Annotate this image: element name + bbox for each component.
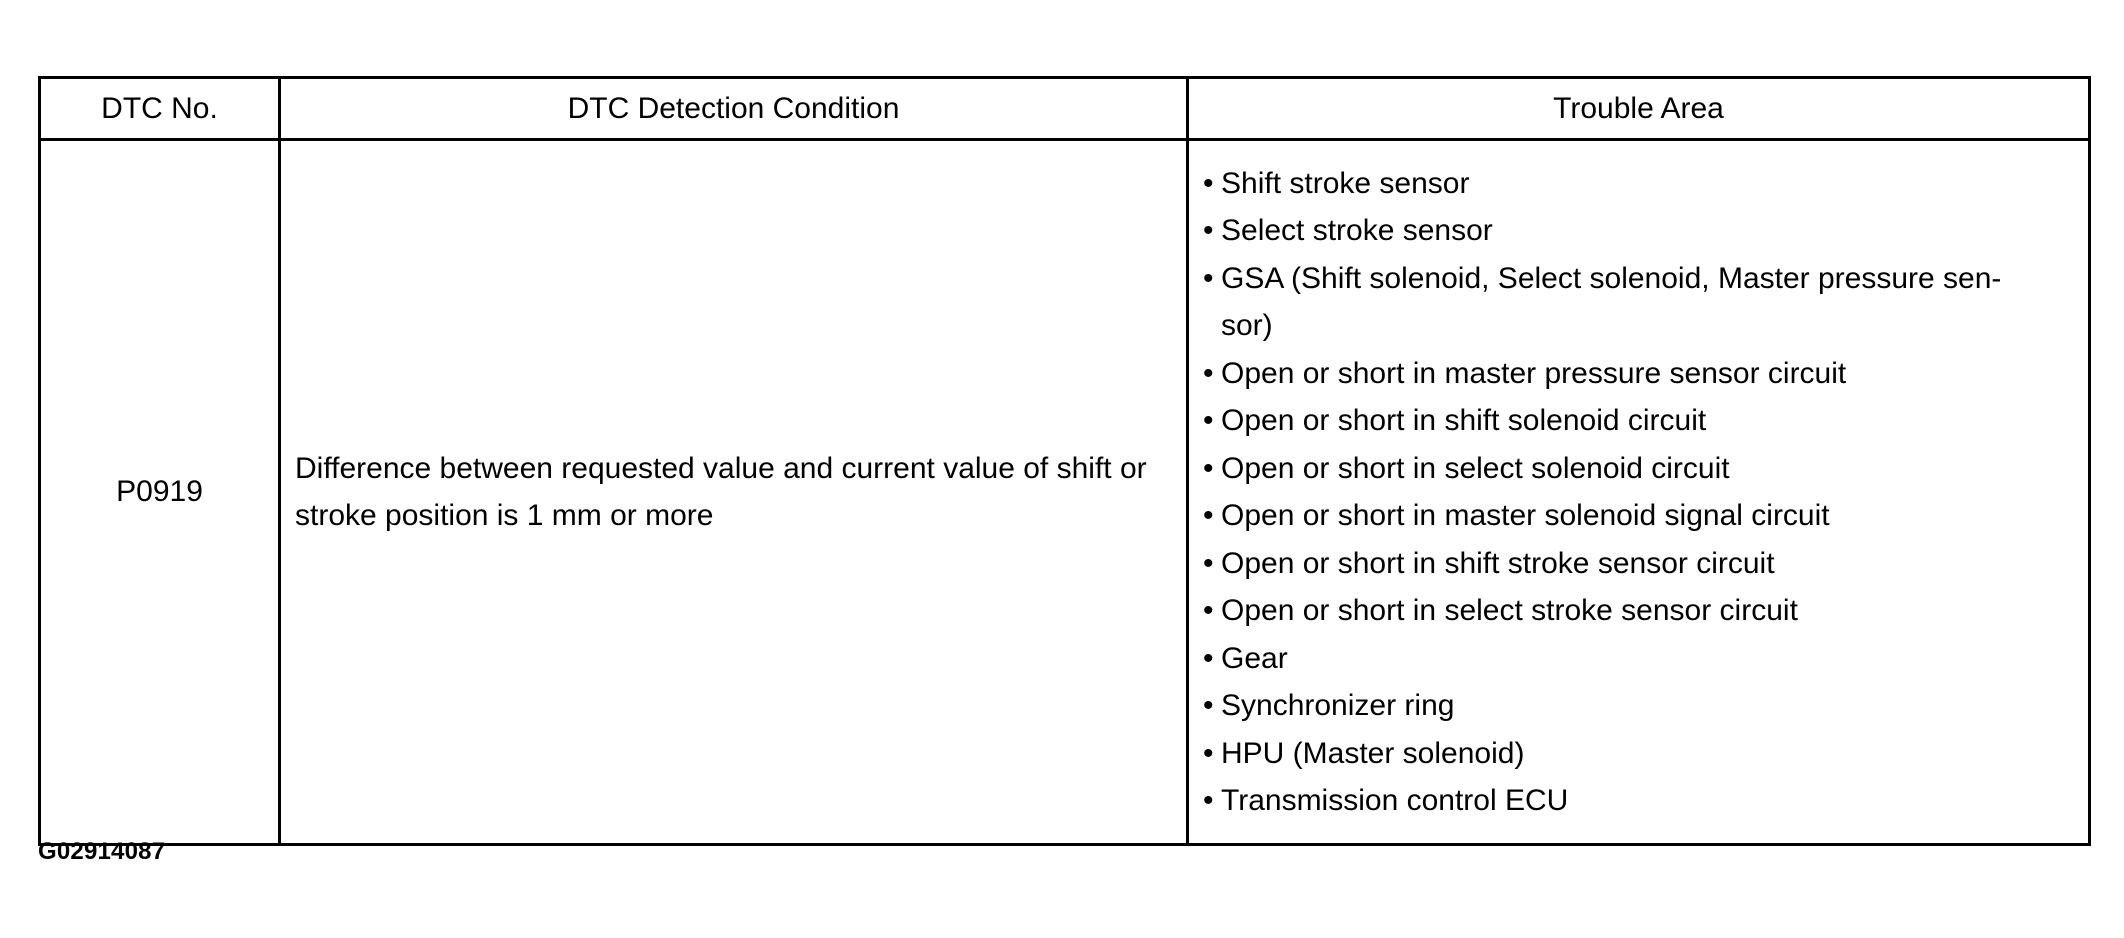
table-row <box>40 140 2090 845</box>
list-item: • Gear <box>1203 635 2052 683</box>
list-item: • Open or short in shift solenoid circuit <box>1203 397 2052 445</box>
list-item: • Open or short in master pressure sensor circuit <box>1203 350 2052 398</box>
list-item: • Open or short in select stroke sensor circuit <box>1203 587 2052 635</box>
header-dtc-no: DTC No. <box>40 78 280 140</box>
list-item: • Open or short in master solenoid signal circuit <box>1203 492 2052 540</box>
list-item: • Synchronizer ring <box>1203 682 2052 730</box>
list-item: • HPU (Master solenoid) <box>1203 730 2052 778</box>
list-item: • Select stroke sensor <box>1203 207 2052 255</box>
detection-condition-cell: Difference between requested value and current value of shift or stroke position is 1 mm or more <box>280 140 1188 845</box>
header-detection-condition: DTC Detection Condition <box>280 78 1188 140</box>
list-item: • Open or short in select solenoid circuit <box>1203 445 2052 493</box>
dtc-table <box>38 76 2091 846</box>
header-row <box>40 78 2090 140</box>
header-trouble-area: Trouble Area <box>1188 78 2090 140</box>
list-item: • Open or short in shift stroke sensor circuit <box>1203 540 2052 588</box>
figure-code: G02914087 <box>38 838 166 865</box>
list-item: • Shift stroke sensor <box>1203 160 2052 208</box>
trouble-area-list <box>1203 160 2052 825</box>
list-item: • GSA (Shift solenoid, Select solenoid, Master pressure sen-sor) <box>1203 255 2052 350</box>
trouble-area-cell <box>1188 140 2090 845</box>
list-item: • Transmission control ECU <box>1203 777 2052 825</box>
dtc-number-cell: P0919 <box>40 140 280 845</box>
